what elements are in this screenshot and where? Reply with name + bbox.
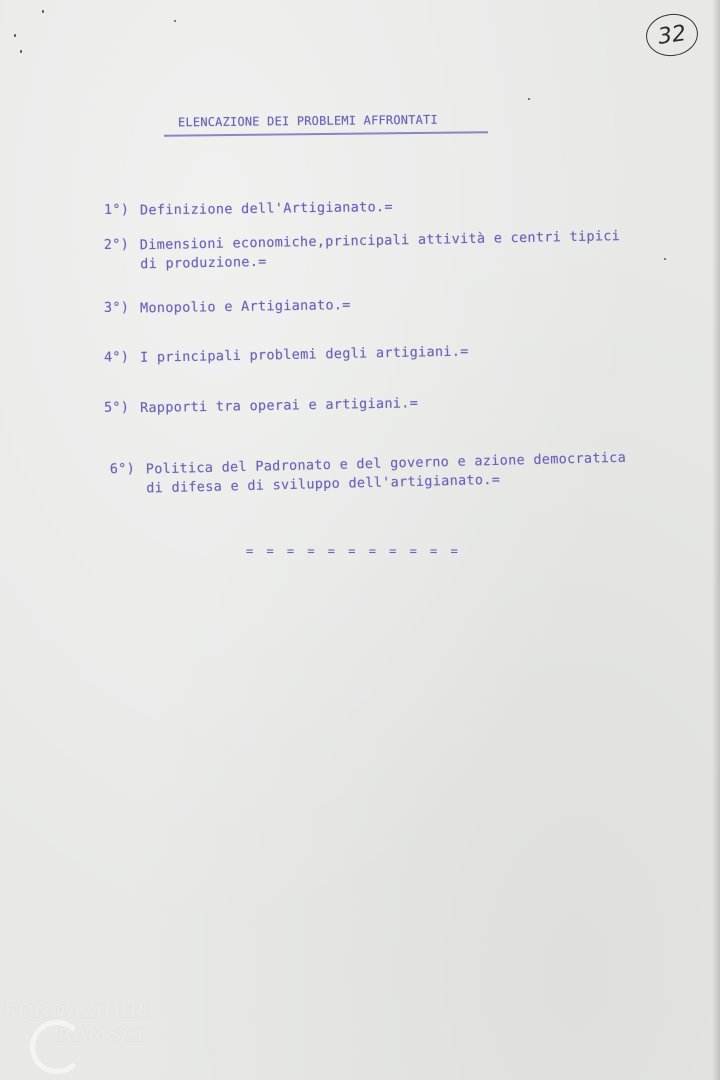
paper-speck xyxy=(528,98,530,100)
page-number: 32 xyxy=(643,11,700,60)
item-number: 2°) xyxy=(103,236,130,253)
item-text: I principali problemi degli artigiani.= xyxy=(139,343,469,366)
paper-speck xyxy=(174,20,176,22)
heading-underline xyxy=(164,131,488,136)
paper-speck xyxy=(14,34,16,37)
paper-speck xyxy=(664,258,666,260)
item-number: 1°) xyxy=(103,201,130,219)
fondazione-gramsci-watermark xyxy=(4,1000,184,1070)
document-heading: ELENCAZIONE DEI PROBLEMI AFFRONTATI xyxy=(177,112,438,130)
item-text: di difesa e di sviluppo dell'artigianato.= xyxy=(146,471,501,497)
closing-divider: = = = = = = = = = = = xyxy=(246,544,461,558)
list-item xyxy=(104,296,351,319)
item-text: Dimensioni economiche,principali attività e centri tipici xyxy=(139,228,621,254)
item-number: 3°) xyxy=(103,299,130,316)
paper-speck xyxy=(42,10,44,13)
item-text: Definizione dell'Artigianato.= xyxy=(139,198,393,219)
list-item xyxy=(104,227,621,275)
list-item xyxy=(104,394,418,418)
watermark-line-1: FONDAZIONE xyxy=(4,1000,151,1022)
item-number: 5°) xyxy=(103,399,130,416)
list-item xyxy=(104,198,393,221)
paper-speck xyxy=(20,50,22,53)
list-item xyxy=(104,343,469,369)
watermark-line-2: RAMSCI xyxy=(58,1024,144,1046)
page-edge-shadow xyxy=(712,0,720,1080)
item-text: Politica del Padronato e del governo e azione democratica xyxy=(145,449,627,478)
list-item xyxy=(110,449,627,500)
item-text: di produzione.= xyxy=(140,253,267,273)
item-text: Monopolio e Artigianato.= xyxy=(139,297,351,317)
item-text: Rapporti tra operai e artigiani.= xyxy=(139,395,419,417)
item-number: 4°) xyxy=(103,349,130,366)
item-number: 6°) xyxy=(109,460,136,478)
